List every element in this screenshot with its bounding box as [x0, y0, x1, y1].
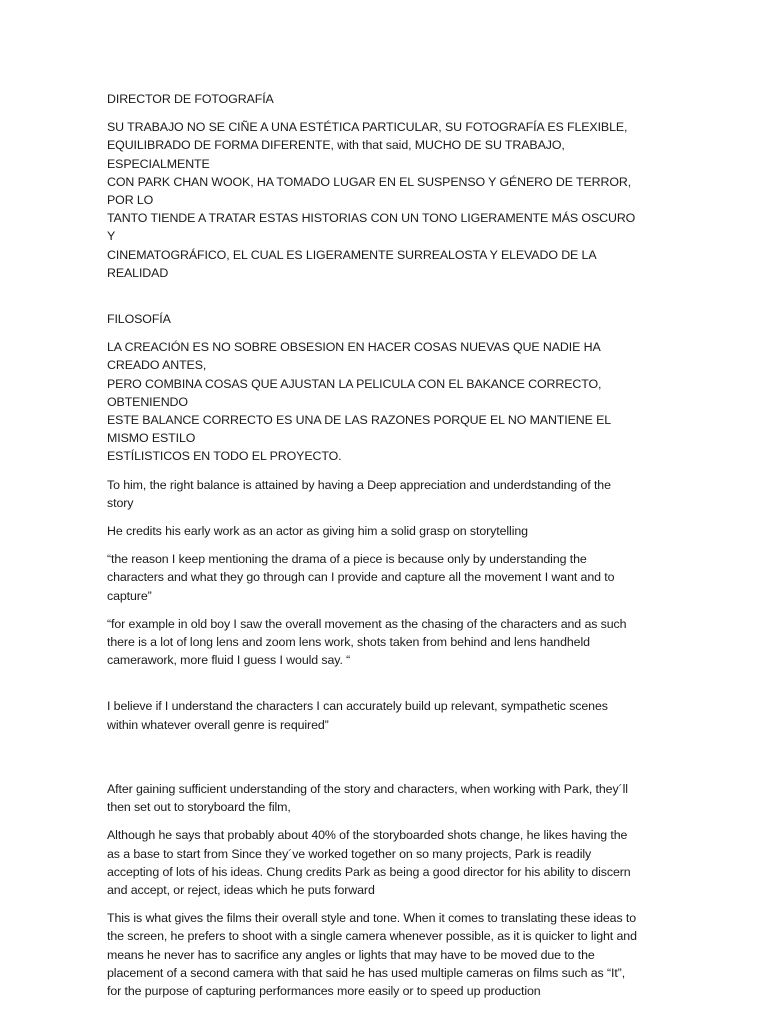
paragraph-balance: To him, the right balance is attained by having a Deep appreciation and underdstanding of the story	[107, 477, 611, 510]
paragraph-percent: Although he says that probably about 40% of the storyboarded shots change, he likes having the as a base to start from Since they´ve worked together on so many projects, Park is readily accepting of lots of his ideas. Chung credits Park as being a good director for his ability to discern and accept, or reject, ideas which he puts forward	[107, 828, 631, 897]
quote-believe: I believe if I understand the characters I can accurately build up relevant, sympathetic scenes within whatever overall genre is required”	[107, 699, 608, 732]
section-heading-filosofia: FILOSOFÍA	[107, 312, 171, 327]
paragraph-actor: He credits his early work as an actor as giving him a solid grasp on storytelling	[107, 524, 528, 539]
quote-drama: “the reason I keep mentioning the drama of a piece is because only by understanding the characters and what they go through can I provide and capture all the movement I want and to capture”	[107, 552, 615, 603]
section-heading-director: DIRECTOR DE FOTOGRAFÍA	[107, 92, 274, 106]
paragraph-style: This is what gives the films their overall style and tone. When it comes to translating these ideas to the screen, he prefers to shoot with a single camera whenever possible, as it is quicker to light and means he never has to sacrifice any angles or lights that may have to be moved due to the placement of a second camera with that said he has used multiple cameras on films such as “It”, for the purpose of capturing performances more easily or to speed up production	[107, 911, 637, 998]
paragraph-filosofia: LA CREACIÓN ES NO SOBRE OBSESION EN HACER COSAS NUEVAS QUE NADIE HA CREADO ANTES, PERO COMBINA COSAS QUE AJUSTAN LA PELICULA CON EL BAKANCE CORRECTO, OBTENIENDO ESTE BALANCE CORRECTO ES UNA DE LAS RAZONES PORQUE EL NO MANTIENE EL MISMO ESTILO ESTÍLISTICOS EN TODO EL PROYECTO.	[107, 340, 611, 464]
quote-oldboy: “for example in old boy I saw the overall movement as the chasing of the characters and as such there is a lot of long lens and zoom lens work, shots taken from behind and lens handheld camerawork, more fluid I guess I would say. “	[107, 616, 627, 668]
document-page	[107, 90, 642, 1000]
paragraph-director: SU TRABAJO NO SE CIÑE A UNA ESTÉTICA PARTICULAR, SU FOTOGRAFÍA ES FLEXIBLE, EQUILIBRADO DE FORMA DIFERENTE, with that said, MUCHO DE SU TRABAJO, ESPECIALMENTE CON PARK CHAN WOOK, HA TOMADO LUGAR EN EL SUSPENSO Y GÉNERO DE TERROR, POR LO TANTO TIENDE A TRATAR ESTAS HISTORIAS CON UN TONO LIGERAMENTE MÁS OSCURO Y CINEMATOGRÁFICO, EL CUAL ES LIGERAMENTE SURREALOSTA Y ELEVADO DE LA REALIDAD	[107, 120, 636, 280]
paragraph-storyboard: After gaining sufficient understanding of the story and characters, when working with Park, they´ll then set out to storyboard the film,	[107, 781, 628, 815]
